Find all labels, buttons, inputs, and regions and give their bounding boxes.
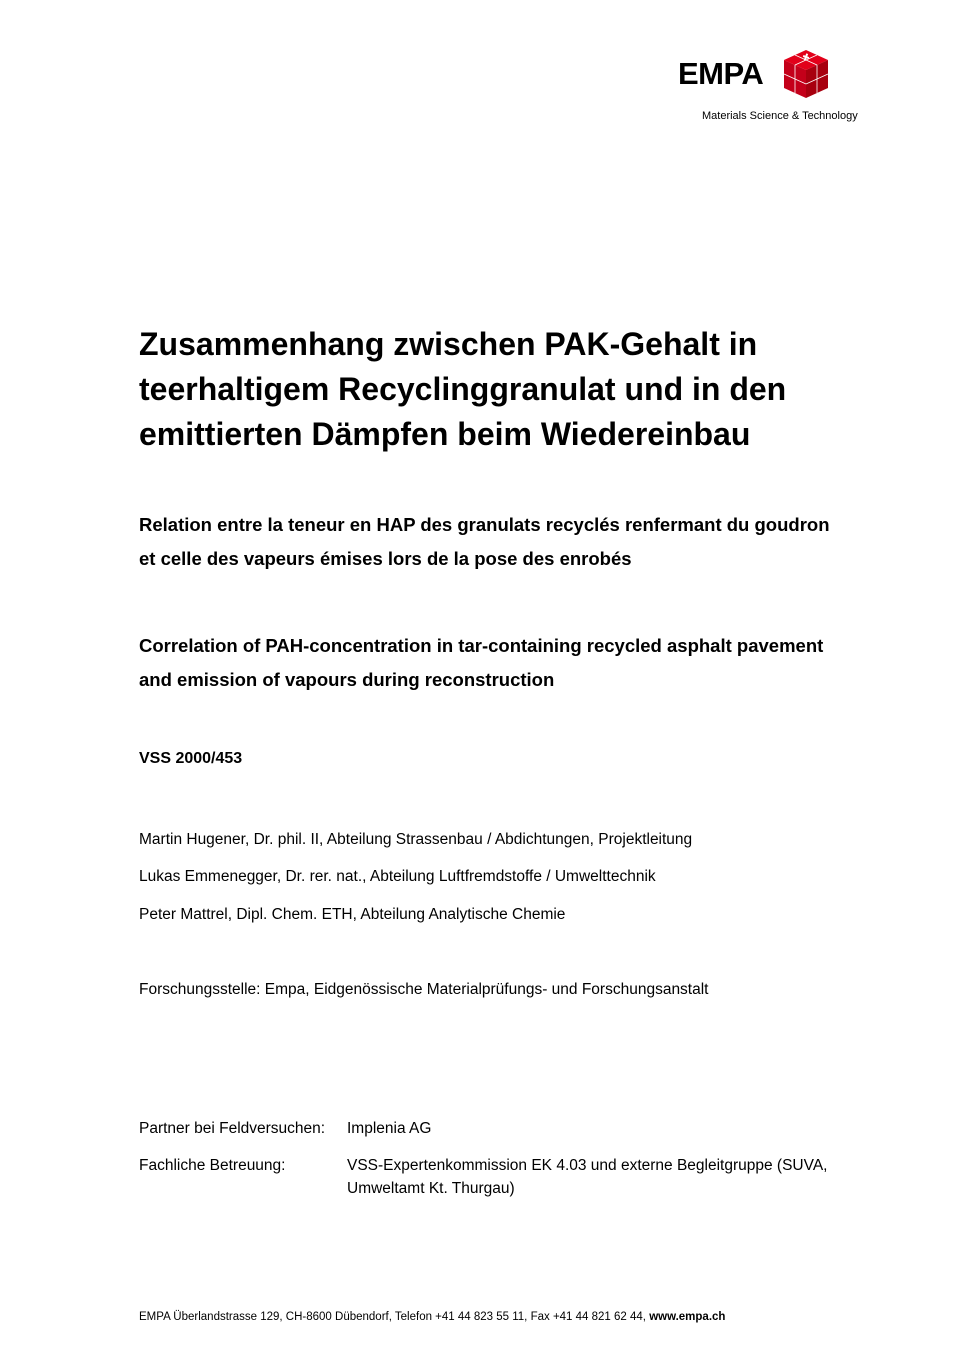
logo-wordmark: EMPA — [678, 56, 764, 91]
footer-address: EMPA Überlandstrasse 129, CH-8600 Dübendorf, Telefon +41 44 823 55 11, Fax +41 44 821 62 44, — [139, 1311, 650, 1323]
author-line: Martin Hugener, Dr. phil. II, Abteilung Strassenbau / Abdichtungen, Projektleitung — [139, 831, 693, 848]
research-body: Forschungsstelle: Empa, Eidgenössische Materialprüfungs- und Forschungsanstalt — [139, 981, 709, 998]
document-title-de — [139, 322, 899, 457]
report-number: VSS 2000/453 — [139, 750, 243, 767]
swiss-cube-icon — [782, 48, 830, 100]
title-line: emittierten Dämpfen beim Wiedereinbau — [139, 416, 751, 452]
footer-website-link[interactable]: www.empa.ch — [649, 1311, 726, 1323]
title-line: Zusammenhang zwischen PAK-Gehalt in — [139, 326, 758, 362]
subtitle-en-line: Correlation of PAH-concentration in tar-containing recycled asphalt pavement — [139, 635, 824, 656]
logo-tagline: Materials Science & Technology — [702, 110, 858, 122]
document-title-fr — [139, 508, 899, 576]
page-footer — [139, 1311, 725, 1323]
title-line: teerhaltigem Recyclinggranulat und in den — [139, 371, 787, 407]
partner-value: VSS-Expertenkommission EK 4.03 und externe Begleitgruppe (SUVA, Umweltamt Kt. Thurgau) — [347, 1157, 828, 1197]
author-line: Peter Mattrel, Dipl. Chem. ETH, Abteilung Analytische Chemie — [139, 906, 566, 923]
partner-label: Fachliche Betreuung: — [139, 1157, 286, 1174]
subtitle-en-line: and emission of vapours during reconstruction — [139, 669, 555, 690]
subtitle-fr-line: et celle des vapeurs émises lors de la pose des enrobés — [139, 548, 632, 569]
author-line: Lukas Emmenegger, Dr. rer. nat., Abteilung Luftfremdstoffe / Umwelttechnik — [139, 868, 656, 885]
subtitle-fr-line: Relation entre la teneur en HAP des granulats recyclés renfermant du goudron — [139, 514, 830, 535]
empa-logo — [678, 48, 878, 128]
partner-label: Partner bei Feldversuchen: — [139, 1120, 326, 1137]
document-title-en — [139, 629, 899, 697]
partner-value: Implenia AG — [347, 1120, 432, 1137]
